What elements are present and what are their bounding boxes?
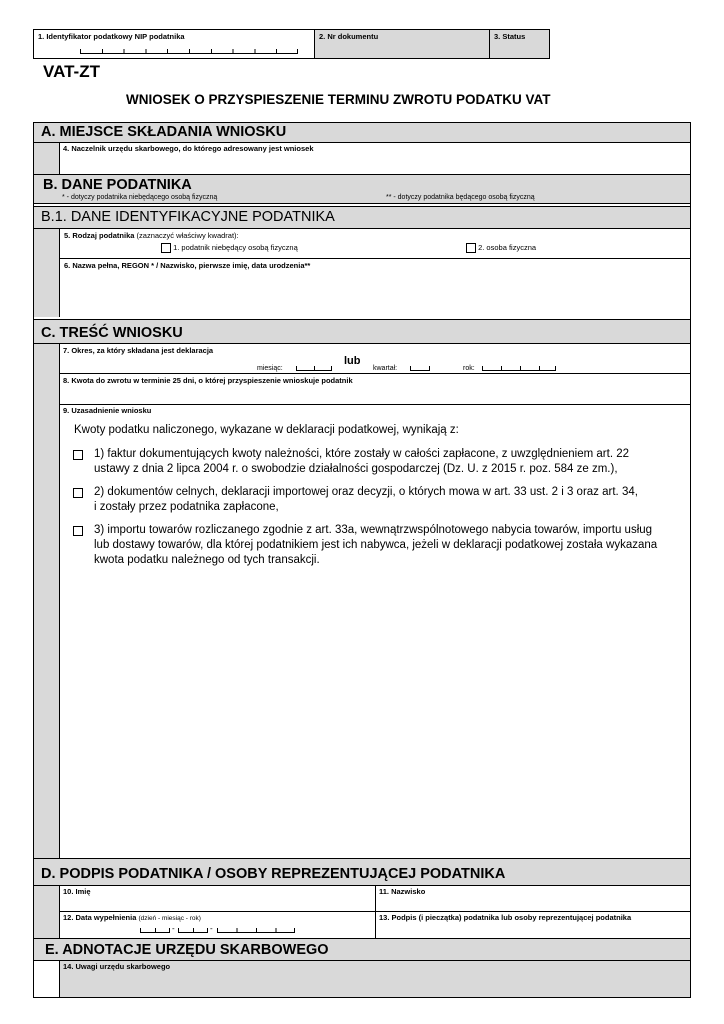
section-b1-side: [34, 229, 60, 317]
full-name-field[interactable]: [60, 259, 690, 317]
reason-item-3-line3: kwota podatku należnego od tych transakcji.: [94, 554, 320, 566]
section-c-header: [34, 319, 690, 344]
option-non-natural[interactable]: [161, 243, 298, 253]
section-e-header: [34, 938, 690, 961]
nip-label: 1. Identyfikator podatkowy NIP podatnika: [38, 32, 185, 41]
period-field: [60, 344, 690, 374]
reason-item-2-line2: i zostały przez podatnika zapłacone,: [94, 501, 279, 513]
refund-amount-field[interactable]: [60, 374, 690, 405]
nip-comb[interactable]: [80, 49, 298, 54]
date-field: [60, 912, 376, 938]
date-label-text: 12. Data wypełnienia: [63, 913, 137, 922]
month-label: miesiąc:: [257, 365, 283, 372]
refund-amount-label: 8. Kwota do zwrotu w terminie 25 dni, o której przyspieszenie wnioskuje podatnik: [63, 376, 353, 385]
date-label: [63, 913, 201, 923]
period-label: 7. Okres, za który składana jest deklaracja: [63, 346, 214, 355]
last-name-label: 11. Nazwisko: [379, 887, 426, 896]
month-input[interactable]: [296, 366, 332, 371]
justification-intro: Kwoty podatku naliczonego, wykazane w deklaracji podatkowej, wynikają z:: [74, 424, 459, 436]
reason-item-1-line2: ustawy z dnia 2 lipca 2004 r. o swobodzie działalności gospodarczej (Dz. U. z 2015 r. poz. 584 ze zm.),: [94, 463, 618, 475]
tax-office-label: 4. Naczelnik urzędu skarbowego, do którego adresowany jest wniosek: [63, 144, 314, 153]
section-b-note2: ** - dotyczy podatnika będącego osobą fizyczną: [386, 194, 535, 201]
date-separator-1: -: [172, 924, 175, 933]
section-b-note1: * - dotyczy podatnika niebędącego osobą fizyczną: [62, 194, 218, 201]
section-e-title: E. ADNOTACJE URZĘDU SKARBOWEGO: [45, 942, 329, 958]
section-c-side: [34, 344, 60, 858]
section-c-title: C. TREŚĆ WNIOSKU: [41, 325, 183, 341]
tax-office-field[interactable]: [60, 143, 690, 174]
year-label: rok:: [463, 365, 475, 372]
section-b1-header: [34, 206, 690, 229]
checkbox-icon[interactable]: [73, 526, 83, 536]
quarter-label: kwartał:: [373, 365, 398, 372]
form-title: WNIOSEK O PRZYSPIESZENIE TERMINU ZWROTU PODATKU VAT: [126, 92, 551, 107]
checkbox-icon[interactable]: [73, 450, 83, 460]
option-natural-label: 2. osoba fizyczna: [478, 243, 537, 252]
section-a-header: [34, 123, 690, 143]
section-b-header: [34, 174, 690, 204]
signature-label: 13. Podpis (i pieczątka) podatnika lub osoby reprezentującej podatnika: [379, 913, 632, 922]
last-name-field[interactable]: [376, 886, 690, 912]
first-name-field[interactable]: [60, 886, 376, 912]
reason-item-3-line2: lub dostawy towarów, dla której podatnikiem jest ich nabywca, jeżeli w deklaracji podatkowej została wykazana: [94, 539, 658, 551]
section-d-header: [34, 858, 690, 886]
section-a-title: A. MIEJSCE SKŁADANIA WNIOSKU: [41, 124, 287, 140]
date-hint: (dzień - miesiąc - rok): [138, 915, 201, 922]
section-b1-title: B.1. DANE IDENTYFIKACYJNE PODATNIKA: [41, 209, 335, 225]
date-separator-2: -: [210, 924, 213, 933]
or-label: lub: [344, 355, 361, 367]
reason-item-2-line1: 2) dokumentów celnych, deklaracji importowej oraz decyzji, o których mowa w art. 33 ust. 2 i 3 oraz art. 34,: [94, 486, 638, 498]
full-name-label: 6. Nazwa pełna, REGON * / Nazwisko, pierwsze imię, data urodzenia**: [64, 261, 311, 270]
nip-box: [33, 29, 315, 59]
taxpayer-type-label: [64, 231, 239, 240]
section-d-side: [34, 886, 60, 938]
date-month-input[interactable]: [178, 928, 208, 933]
checkbox-icon[interactable]: [466, 243, 476, 253]
option-natural[interactable]: [466, 243, 536, 253]
reason-item-1-line1: 1) faktur dokumentujących kwoty należności, które zostały w całości zapłacone, z uwzględnieniem art. 22: [94, 448, 630, 460]
doc-number-label: 2. Nr dokumentu: [319, 32, 379, 41]
justification-label: 9. Uzasadnienie wniosku: [63, 406, 152, 415]
status-box: [489, 29, 550, 59]
quarter-input[interactable]: [410, 366, 430, 371]
date-day-input[interactable]: [140, 928, 170, 933]
taxpayer-type-field: [60, 229, 690, 259]
office-notes-field: [60, 961, 690, 997]
taxpayer-type-hint: (zaznaczyć właściwy kwadrat):: [136, 231, 239, 240]
year-input[interactable]: [482, 366, 556, 371]
section-a-side: [34, 143, 60, 174]
checkbox-icon[interactable]: [73, 488, 83, 498]
taxpayer-type-label-text: 5. Rodzaj podatnika: [64, 231, 135, 240]
section-d-title: D. PODPIS PODATNIKA / OSOBY REPREZENTUJĄCEJ PODATNIKA: [41, 866, 506, 882]
option-non-natural-label: 1. podatnik niebędący osobą fizyczną: [173, 243, 298, 252]
section-b-title: B. DANE PODATNIKA: [43, 177, 192, 193]
justification-field: [60, 405, 690, 858]
status-label: 3. Status: [494, 32, 526, 41]
reason-item-3-line1: 3) importu towarów rozliczanego zgodnie z art. 33a, wewnątrzwspólnotowego nabycia towarów, importu usług: [94, 524, 653, 536]
signature-field[interactable]: [376, 912, 690, 938]
checkbox-icon[interactable]: [161, 243, 171, 253]
doc-number-box: [314, 29, 490, 59]
office-notes-label: 14. Uwagi urzędu skarbowego: [63, 962, 171, 971]
form-code: VAT-ZT: [43, 62, 100, 81]
section-e-side: [34, 961, 60, 997]
date-year-input[interactable]: [217, 928, 295, 933]
first-name-label: 10. Imię: [63, 887, 91, 896]
